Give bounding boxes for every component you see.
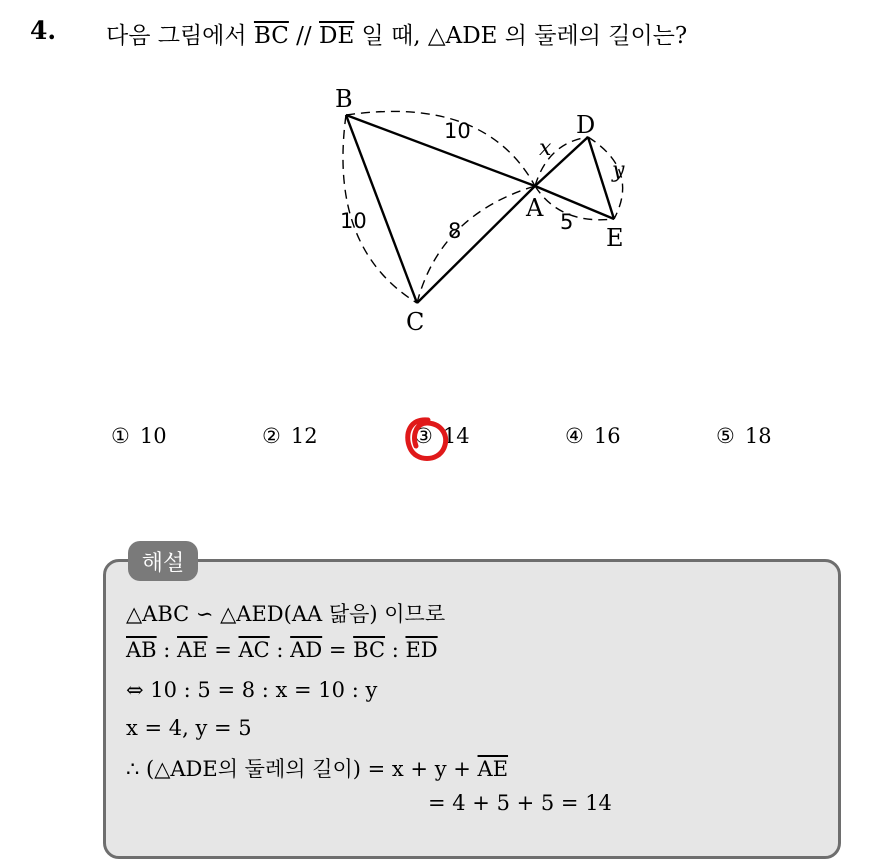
choice-3-value: 14: [442, 424, 470, 448]
parallel-symbol: //: [288, 23, 319, 49]
triangle-edges: [346, 115, 614, 303]
choice-2-number: ②: [262, 424, 281, 448]
choice-1-value: 10: [139, 424, 167, 448]
equals-1: =: [207, 638, 239, 662]
answer-mark-circle: [398, 414, 454, 466]
choice-3-number: ③: [414, 424, 433, 448]
segment-bc: $\overline{BC}$: [253, 23, 289, 49]
edge-de: [588, 137, 614, 219]
length-label-ad: x: [539, 136, 552, 161]
choice-5-value: 18: [744, 424, 772, 448]
choice-4-value: 16: [593, 424, 621, 448]
solution-line-6: = 4 + 5 + 5 = 14: [428, 791, 612, 815]
seg-ad: $\overline{AD}$: [290, 638, 323, 662]
question-number: 4.: [30, 16, 57, 45]
seg-ab: $\overline{AB}$: [126, 638, 157, 662]
question-text-suffix: 일 때, △ADE 의 둘레의 길이는?: [354, 23, 688, 49]
choice-5[interactable]: [716, 424, 772, 448]
solution-line-5: [126, 753, 508, 783]
seg-ac: $\overline{AC}$: [238, 638, 270, 662]
colon-3: :: [385, 638, 406, 662]
edge-ab: [346, 115, 535, 186]
seg-ed: $\overline{ED}$: [405, 638, 438, 662]
length-label-de: y: [612, 158, 625, 183]
solution-tag: 해설: [128, 541, 198, 581]
seg-ae: $\overline{AE}$: [177, 638, 208, 662]
choice-4[interactable]: [565, 424, 621, 448]
choice-5-number: ⑤: [716, 424, 735, 448]
solution-line-1: △ABC ∽ △AED(AA 닮음) 이므로: [126, 602, 446, 626]
length-label-ab: 10: [444, 119, 471, 143]
point-label-d: D: [576, 111, 596, 139]
measure-arcs: [343, 111, 623, 303]
segment-de: $\overline{DE}$: [319, 23, 355, 49]
choice-1-number: ①: [111, 424, 130, 448]
seg-bc: $\overline{BC}$: [353, 638, 386, 662]
question-text-prefix: 다음 그림에서: [106, 23, 254, 49]
colon-2: :: [269, 638, 291, 662]
geometry-figure: [0, 0, 884, 400]
equals-2: =: [322, 638, 354, 662]
choice-1[interactable]: [111, 424, 167, 448]
length-label-bc: 10: [340, 209, 367, 233]
length-label-ae: 5: [560, 210, 574, 234]
point-label-e: E: [606, 224, 624, 252]
point-label-c: C: [406, 308, 425, 336]
point-label-b: B: [335, 85, 353, 113]
solution-line-2: [126, 638, 438, 662]
solution-line-3: ⇔ 10 : 5 = 8 : x = 10 : y: [126, 678, 378, 702]
colon-1: :: [156, 638, 178, 662]
choice-2-value: 12: [290, 424, 318, 448]
edge-ae: [535, 186, 614, 219]
length-label-ac: 8: [448, 219, 462, 243]
seg-ae-final: $\overline{AE}$: [477, 757, 509, 781]
point-label-a: A: [526, 194, 544, 222]
solution-line-5-text: ∴ (△ADE의 둘레의 길이) = x + y +: [126, 757, 478, 781]
edge-ca: [417, 186, 535, 303]
choice-4-number: ④: [565, 424, 584, 448]
choice-2[interactable]: [262, 424, 318, 448]
solution-line-4: x = 4, y = 5: [126, 716, 252, 740]
